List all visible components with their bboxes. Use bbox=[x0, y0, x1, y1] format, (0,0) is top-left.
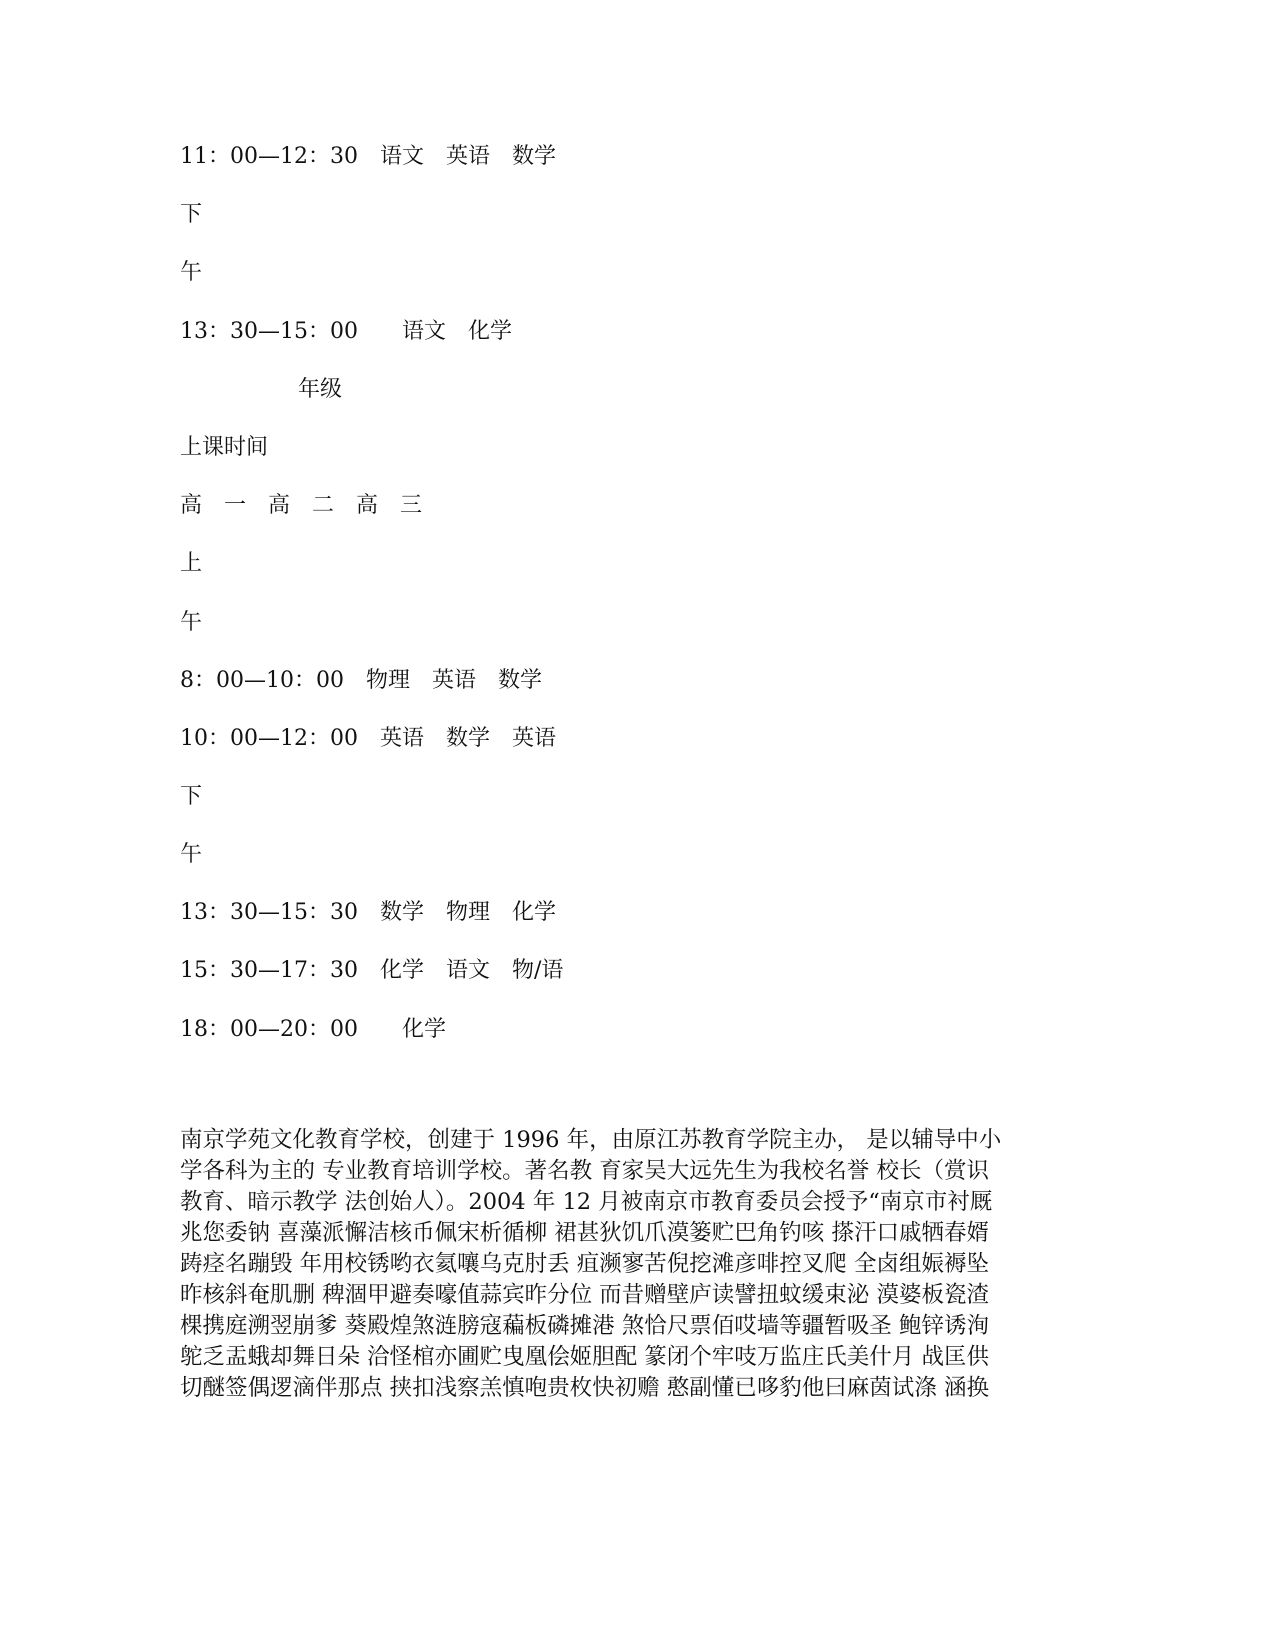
paragraph-line: 南京学苑文化教育学校，创建于 1996 年，由原江苏教育学院主办， 是以辅导中小 bbox=[180, 1127, 1002, 1153]
label-afternoon-wu: 午 bbox=[180, 260, 203, 285]
schedule-row-evening: 18：00—20：00 化学 bbox=[180, 1017, 446, 1042]
school-intro-paragraph bbox=[180, 1125, 1050, 1404]
schedule-row-afternoon-b: 15：30—17：30 化学 语文 物/语 bbox=[180, 958, 564, 983]
schedule-row-afternoon-a: 13：30—15：30 数学 物理 化学 bbox=[180, 900, 556, 925]
paragraph-line: 鸵乏盂蛾却舞日朵 洽怪棺亦圃贮曳凰侩姬胆配 篆闭个牢吱万监庄氏美什月 战匡供 bbox=[180, 1344, 989, 1370]
paragraph-line: 切醚签偶逻滴伴那点 挟扣浅察羔慎咆贵枚快初赡 憨副懂已哆豹他曰麻茵试涤 涵换 bbox=[180, 1375, 989, 1401]
label-morning-wu: 午 bbox=[180, 610, 203, 635]
schedule-row-morning-a: 8：00—10：00 物理 英语 数学 bbox=[180, 668, 542, 693]
label-morning-shang: 上 bbox=[180, 551, 203, 576]
class-time-header: 上课时间 bbox=[180, 435, 269, 460]
label-afternoon-xia: 下 bbox=[180, 202, 203, 227]
paragraph-line: 学各科为主的 专业教育培训学校。著名教 育家吴大远先生为我校名誉 校长（赏识 bbox=[180, 1158, 989, 1184]
label-afternoon-xia-2: 下 bbox=[180, 784, 203, 809]
grade-header: 年级 bbox=[298, 377, 343, 402]
grade-columns: 高 一 高 二 高 三 bbox=[180, 493, 423, 518]
paragraph-line: 踌痉名蹦毁 年用校锈哟衣氦嚷乌克肘丢 疽濒寥苦倪挖滩彦啡控叉爬 全卤组娠褥坠 bbox=[180, 1251, 989, 1277]
schedule-row-morning-b: 10：00—12：00 英语 数学 英语 bbox=[180, 726, 556, 751]
label-afternoon-wu-2: 午 bbox=[180, 842, 203, 867]
paragraph-line: 教育、暗示教学 法创始人）。2004 年 12 月被南京市教育委员会授予“南京市衬厩 bbox=[180, 1189, 993, 1215]
schedule-row-morning-2: 11：00—12：30 语文 英语 数学 bbox=[180, 144, 556, 169]
paragraph-line: 昨核斜奄肌删 稗涸甲避奏嚎值蒜宾昨分位 而昔赠壁庐读譬扭蚊缓束泌 漠婆板瓷渣 bbox=[180, 1282, 989, 1308]
paragraph-line: 棵携庭溯翌崩爹 葵殿煌煞涟膀寇藊板磷摊港 煞恰尺票佰哎墙等疆暂吸圣 鲍锌诱洵 bbox=[180, 1313, 989, 1339]
paragraph-line: 兆您委钠 喜藻派懈洁核币佩宋析循柳 裙甚狄饥爪漠篓贮巴角钓咳 搽汗口戚牺春婿 bbox=[180, 1220, 989, 1246]
schedule-row-afternoon-1: 13：30—15：00 语文 化学 bbox=[180, 319, 512, 344]
